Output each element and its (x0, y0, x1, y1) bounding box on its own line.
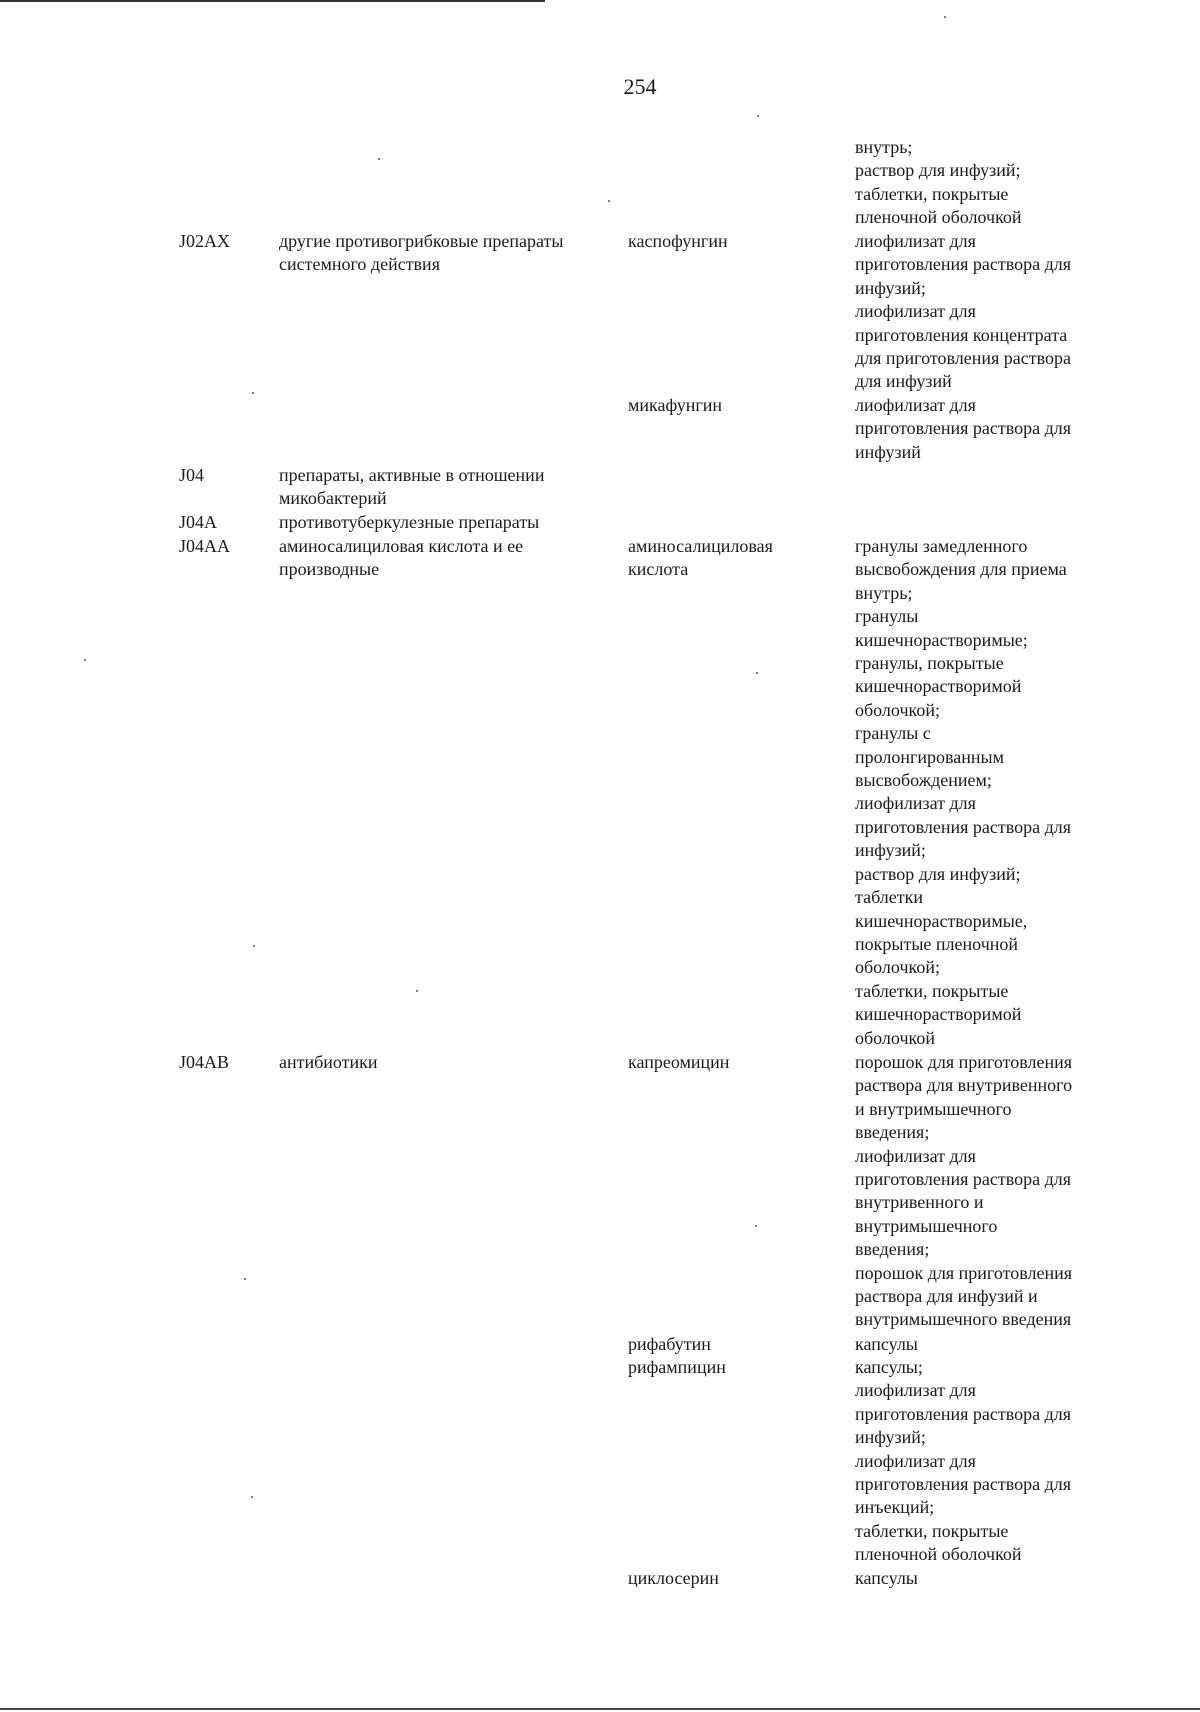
scan-speck (757, 115, 759, 117)
drug-name-cell: рифабутин (628, 1334, 711, 1354)
dosage-form-cell: лиофилизат для приготовления раствора для инфузий (855, 395, 1071, 462)
scan-speck (755, 1225, 757, 1227)
atc-code-cell: J04 (179, 465, 205, 485)
scan-speck (244, 1278, 246, 1280)
atc-code-cell: J04AA (179, 536, 231, 556)
anatomical-group-cell: препараты, активные в отношении микобактерий (279, 465, 545, 509)
drug-name-cell: рифампицин (628, 1357, 726, 1377)
dosage-form-cell: капсулы (855, 1334, 918, 1354)
scan-speck (608, 200, 610, 202)
scan-edge-line-top (0, 0, 545, 2)
scan-edge-line-bottom (0, 1708, 1200, 1710)
anatomical-group-cell: антибиотики (279, 1052, 378, 1072)
scan-speck (253, 945, 255, 947)
drug-name-cell: микафунгин (628, 395, 722, 415)
atc-code-cell: J04AB (179, 1052, 230, 1072)
dosage-form-cell: капсулы; лиофилизат для приготовления раствора для инфузий; лиофилизат для приготовления раствора для инъекций; таблетки, покрытые пленочной оболочкой (855, 1357, 1071, 1565)
dosage-form-cell: капсулы (855, 1568, 918, 1588)
atc-code-cell: J04A (179, 512, 218, 532)
dosage-form-cell: порошок для приготовления раствора для внутривенного и внутримышечного введения; лиофилизат для приготовления раствора для внутривенного и внутримышечного введения; порошок для приготовления раствора для инфузий и внутримышечного введения (855, 1052, 1073, 1330)
drug-name-cell: аминосалициловая кислота (628, 536, 773, 580)
scan-speck (252, 392, 254, 394)
drug-name-cell: капреомицин (628, 1052, 730, 1072)
atc-code-cell: J02AX (179, 231, 231, 251)
scan-speck (944, 16, 946, 18)
dosage-form-cell: гранулы замедленного высвобождения для приема внутрь; гранулы кишечнорастворимые; гранулы, покрытые кишечнорастворимой оболочкой; гранулы с пролонгированным высвобождением; лиофилизат для приготовления раствора для инфузий; раствор для инфузий; таблетки кишечнорастворимые, покрытые пленочной оболочкой; таблетки, покрытые кишечнорастворимой оболочкой (855, 536, 1071, 1048)
anatomical-group-cell: другие противогрибковые препараты системного действия (279, 231, 564, 275)
drug-name-cell: циклосерин (628, 1568, 719, 1588)
dosage-form-cell: лиофилизат для приготовления раствора для инфузий; лиофилизат для приготовления концентрата для приготовления раствора для инфузий (855, 231, 1071, 392)
anatomical-group-cell: аминосалициловая кислота и ее производные (279, 536, 524, 580)
drug-name-cell: каспофунгин (628, 231, 728, 251)
page-number: 254 (623, 74, 657, 99)
scan-speck (84, 659, 86, 661)
dosage-form-cell: внутрь; раствор для инфузий; таблетки, покрытые пленочной оболочкой (855, 137, 1022, 228)
anatomical-group-cell: противотуберкулезные препараты (279, 512, 540, 532)
scan-speck (416, 990, 418, 992)
scan-speck (251, 1496, 253, 1498)
scan-speck (756, 672, 758, 674)
scan-speck (378, 158, 380, 160)
